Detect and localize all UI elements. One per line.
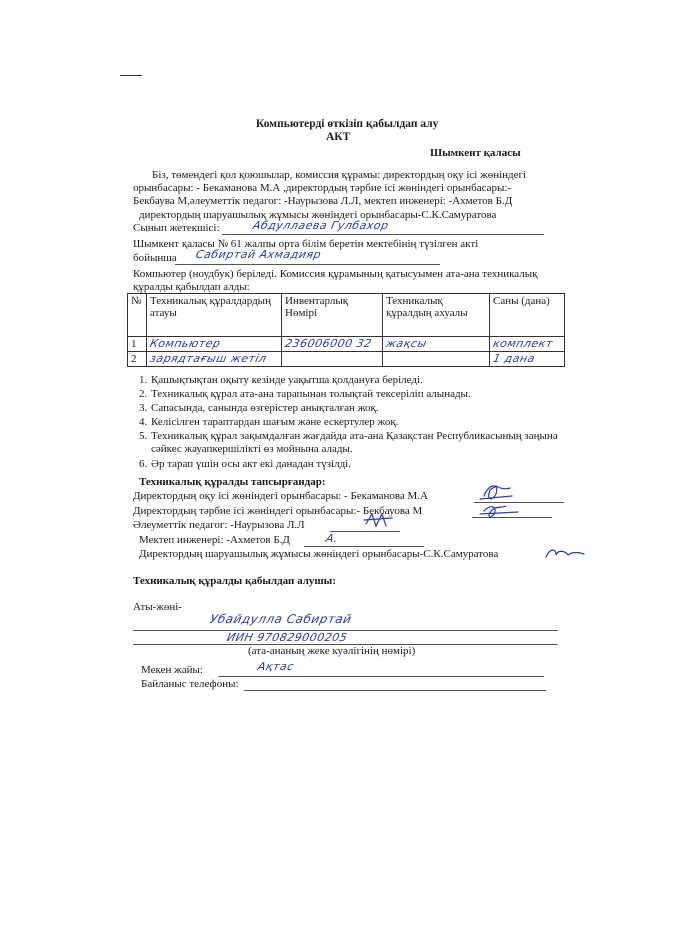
- class-teacher-handwritten: Абдуллаева Гулбахор: [251, 219, 391, 232]
- list-item-text: Техникалық құрал ата-ана тарапынан толықтай тексеріліп алынады.: [151, 388, 471, 400]
- intro-line-after: Компьютер (ноудбук) беріледі. Комиссия құрамының қатысуымен ата-ана техникалық: [133, 268, 538, 280]
- per-label: бойынша: [133, 252, 177, 264]
- row-qty-value: комплект: [491, 337, 555, 350]
- class-teacher-label: Сынып жетекшісі:: [133, 222, 220, 234]
- list-item-text: Келісілген тараптардан шағым және ескертулер жоқ.: [151, 416, 399, 428]
- list-item-number: 4.: [139, 416, 148, 428]
- row-name-value: Компьютер: [148, 337, 222, 350]
- handover-line-5: Директордың шаруашылық жұмысы жөніндегі орынбасары-С.К.Самуратова: [139, 548, 499, 560]
- row-name-value: зарядтағыш жетіл: [148, 352, 268, 365]
- header-condition: Техникалық құралдың ахуалы: [383, 294, 490, 337]
- list-item-number: 5.: [139, 430, 148, 442]
- handover-heading: Техникалық құралды тапсырғандар:: [139, 476, 326, 488]
- list-item-number: 1.: [139, 374, 148, 386]
- header-name: Техникалық құралдардың атауы: [147, 294, 282, 337]
- header-num: №: [128, 294, 147, 337]
- signature-bekamanova: [480, 486, 512, 499]
- receiver-iin-handwritten: ИИН 970829000205: [225, 631, 349, 644]
- row-qty-value: 1 дана: [491, 352, 537, 365]
- document-subtitle: АКТ: [326, 131, 351, 143]
- per-handwritten: Сабиртай Ахмадияр: [194, 248, 323, 261]
- address-underline: [218, 676, 544, 677]
- handover-line-4: Мектеп инженері: -Ахметов Б.Д: [139, 534, 290, 546]
- intro-line-1: Біз, төмендегі қол қоюшылар, комиссия құрамы: директордың оқу ісі жөніндегі: [152, 169, 527, 181]
- header-inventory: Инвентарлық Нөмірі: [282, 294, 383, 337]
- list-item-number: 6.: [139, 458, 148, 470]
- phone-label: Байланыс телефоны:: [141, 678, 239, 690]
- handover-line-3: Әлеуметтік педагог: -Наурызова Л.Л: [133, 519, 305, 531]
- handover-line-1: Директордың оқу ісі жөніндегі орынбасары: - Бекаманова М.А: [133, 490, 429, 502]
- list-item-text: Сапасында, санында өзгерістер анықталған жоқ.: [151, 402, 379, 414]
- list-item-number: 3.: [139, 402, 148, 414]
- intro-line-after-2: құралды қабылдап алды:: [133, 281, 250, 293]
- handover-line-2: Директордың тәрбие ісі жөніндегі орынбасары:- Бекбауова М: [133, 505, 423, 517]
- row-num: 2: [128, 352, 147, 367]
- receiver-heading: Техникалық құралды қабылдап алушы:: [133, 575, 336, 587]
- engineer-signature-text: А.: [324, 532, 340, 545]
- receiver-name-label: Аты-жөні-: [133, 601, 182, 613]
- row-condition-value: жақсы: [384, 337, 429, 350]
- signature-naurizova: [364, 514, 392, 526]
- receiver-iin-caption: (ата-ананың жеке куәлігінің нөмірі): [248, 645, 416, 657]
- intro-line-3: Бекбаува М,әлеуметтік педагог: -Наурызова Л.Л, мектеп инженері: -Ахметов Б.Д: [133, 195, 513, 207]
- signature-samuratova: [546, 550, 584, 557]
- list-item-number: 2.: [139, 388, 148, 400]
- school-line: Шымкент қаласы № 61 жалпы орта білім беретін мектебінің түзілген акті: [133, 238, 479, 250]
- receiver-name-handwritten: Убайдулла Сабиртай: [208, 612, 354, 626]
- phone-underline: [244, 690, 546, 691]
- document-title: Компьютерді өткізіп қабылдап алу: [256, 118, 439, 130]
- address-handwritten: Ақтас: [256, 660, 296, 673]
- row-inventory-value: 236006000 32: [283, 337, 373, 350]
- city-name: Шымкент қаласы: [430, 147, 521, 159]
- intro-line-2: орынбасары: - Бекаманова М.А ,директордың тәрбие ісі жөніндегі орынбасары:-: [133, 182, 512, 194]
- signature-bekbauova: [480, 506, 518, 517]
- row-num: 1: [128, 337, 147, 352]
- list-item-text: Әр тарап үшін осы акт екі данадан түзілді.: [151, 458, 351, 470]
- list-item-text: Техникалық құрал зақымдалған жағдайда ата-ана Қазақстан Республикасының заңына сәйкес жауапкершілікті өз мойнына алады.: [151, 430, 558, 455]
- address-label: Мекен жайы:: [141, 664, 203, 676]
- list-item-text: Қашықтықтан оқыту кезінде уақытша қолдануға беріледі.: [151, 374, 423, 386]
- header-qty: Саны (дана): [490, 294, 565, 337]
- intro-line-4: директордың шаруашылық жұмысы жөніндегі орынбасары-С.К.Самуратова: [139, 209, 497, 221]
